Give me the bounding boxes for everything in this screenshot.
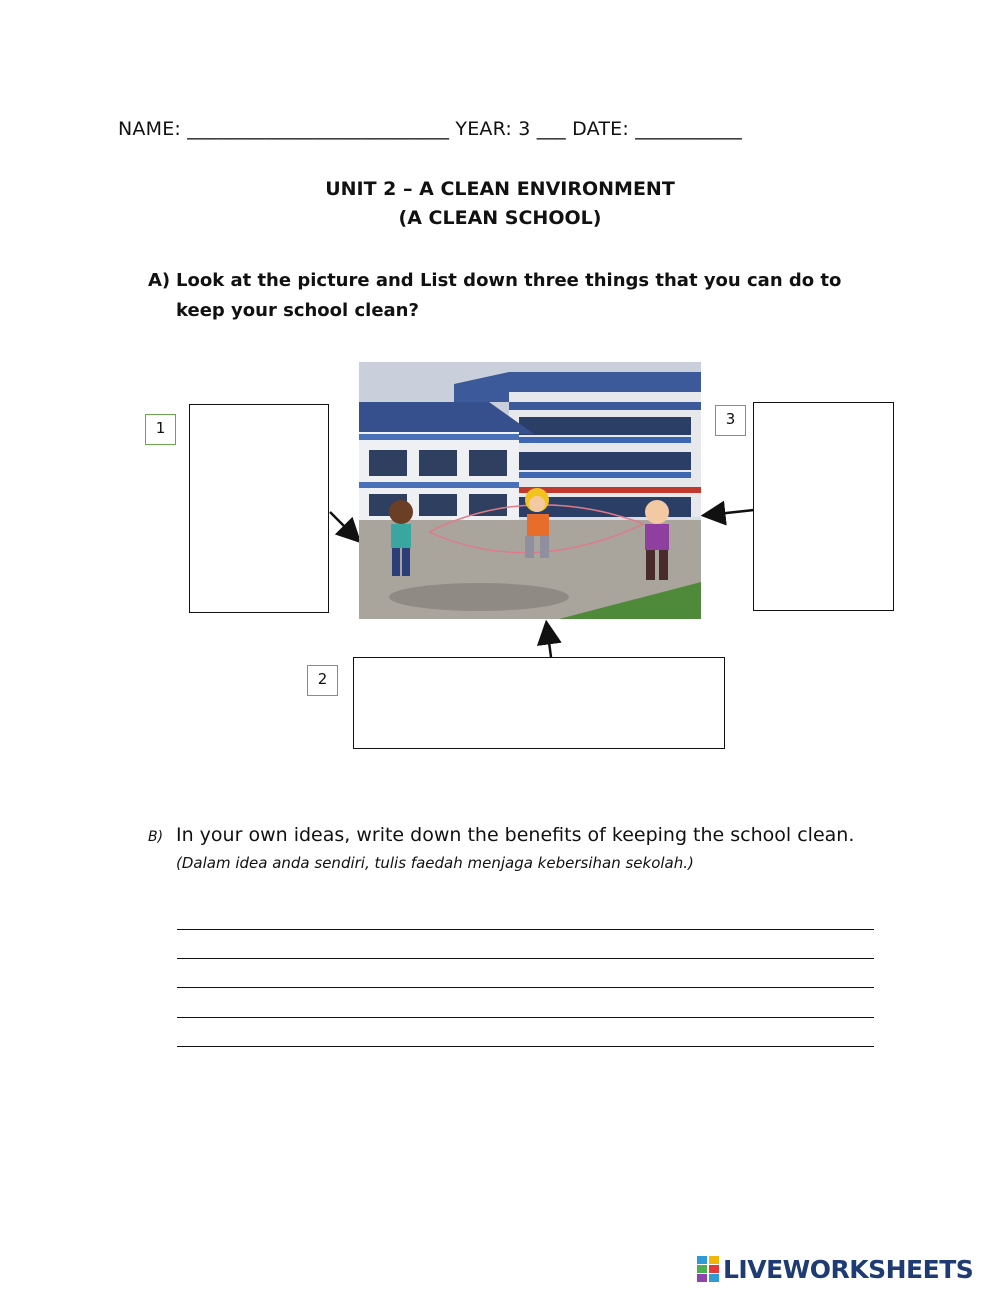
answer-line[interactable]: [177, 1046, 874, 1047]
answer-line[interactable]: [177, 958, 874, 959]
arrow-2: [547, 627, 551, 657]
section-b-translation: (Dalam idea anda sendiri, tulis faedah menjaga kebersihan sekolah.): [176, 854, 694, 872]
header-fields: NAME: ___________________________ YEAR: 3 ___ DATE: ___________: [118, 118, 742, 140]
liveworksheets-logo-icon: [697, 1256, 719, 1282]
number-tag-3: 3: [715, 405, 746, 436]
answer-line[interactable]: [177, 1017, 874, 1018]
school-scene-picture: [359, 362, 701, 619]
section-b-label: B): [148, 829, 164, 845]
arrow-3: [708, 510, 754, 515]
answer-line[interactable]: [177, 929, 874, 930]
unit-subtitle: (A CLEAN SCHOOL): [398, 207, 602, 229]
number-tag-2: 2: [307, 665, 338, 696]
section-a-label: A): [148, 270, 171, 291]
section-b-question: In your own ideas, write down the benefits of keeping the school clean.: [176, 824, 855, 846]
arrow-1: [330, 512, 356, 538]
number-tag-1: 1: [145, 414, 176, 445]
unit-title: UNIT 2 – A CLEAN ENVIRONMENT: [325, 178, 675, 200]
liveworksheets-logo[interactable]: [697, 1252, 973, 1286]
brand-name: LIVEWORKSHEETS: [723, 1254, 974, 1284]
section-a-question: Look at the picture and List down three things that you can do to keep your school clean?: [176, 270, 842, 321]
answer-line[interactable]: [177, 987, 874, 988]
